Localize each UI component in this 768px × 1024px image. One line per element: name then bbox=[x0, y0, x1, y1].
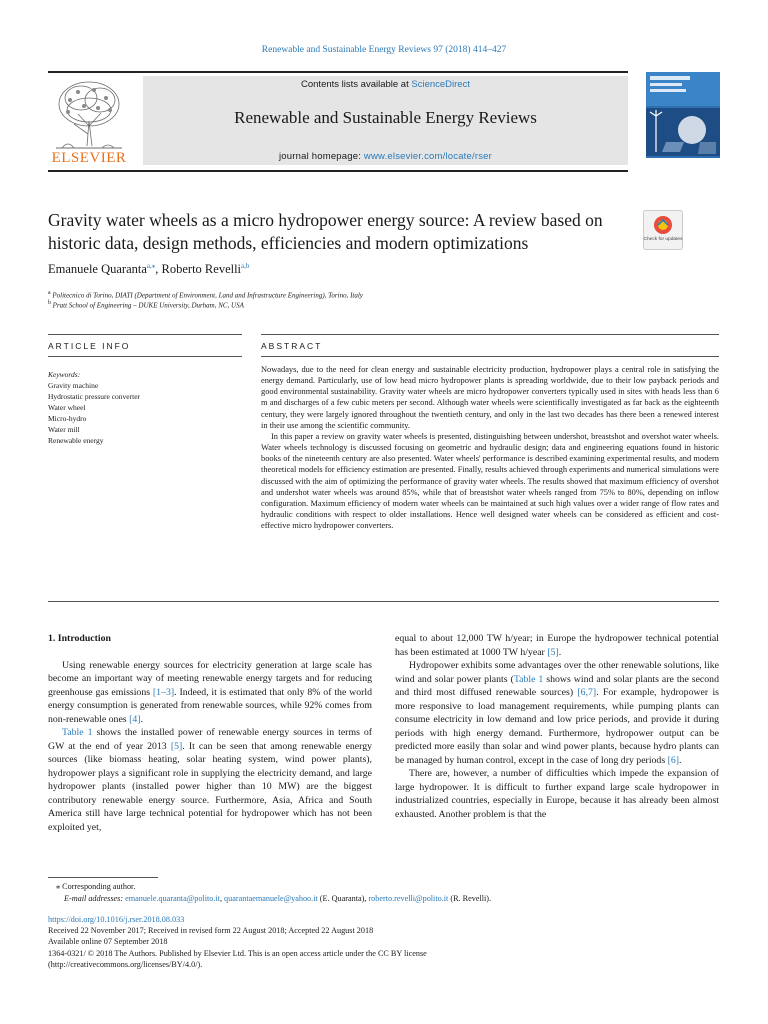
right-column bbox=[395, 632, 719, 821]
journal-cover-image[interactable] bbox=[646, 72, 720, 168]
email-link[interactable]: quarantaemanuele@yahoo.it bbox=[224, 894, 318, 903]
email-link[interactable]: emanuele.quaranta@polito.it bbox=[125, 894, 220, 903]
journal-reference[interactable]: Renewable and Sustainable Energy Reviews 97 (2018) 414–427 bbox=[261, 45, 507, 55]
citation-link[interactable]: [6] bbox=[667, 754, 680, 766]
corresponding-author-note: ⁎ Corresponding author. bbox=[56, 882, 136, 891]
doi-link[interactable]: https://doi.org/10.1016/j.rser.2018.08.033 bbox=[48, 915, 185, 924]
license-url[interactable]: (http://creativecommons.org/licenses/BY/4.0/). bbox=[48, 959, 203, 969]
author-name[interactable]: Emanuele Quaranta bbox=[48, 262, 147, 277]
keyword: Hydrostatic pressure converter bbox=[48, 392, 141, 401]
body-paragraph: equal to about 12,000 TW h/year; in Europe the hydropower technical potential has been estimated at 1000 TW h/year [5]. bbox=[395, 633, 719, 658]
homepage-link[interactable]: www.elsevier.com/locate/rser bbox=[363, 151, 493, 162]
affiliation: $^a$ Politecnico di Torino, DIATI (Department of Environment, Land and Infrastructure Engineering), Torino, Italy bbox=[48, 290, 363, 300]
abstract-paragraph: In this paper a review on gravity water wheels is presented, distinguishing between undershot, breastshot and overshot water wheels. Water wheels technology is discussed focusing on geometric and hydraulic design; data and engineering equations found in historic books of the nineteenth century are also presented. Water wheels' performance is described examining experimental results, and modern theoretical models for efficiency estimation are presented. Finally, results achieved through experiments and numerical simulations were discussed with the aim of optimizing the performance of gravity water wheels. The results showed that maximum efficiency of overshot and undershot water wheels was around 85%, while that of breastshot water wheels ranged from 75% to 80%, depending on inflow configuration. Maximum efficiency of modern water wheels can be maintained at such high values over a wider range of flow rates and hydraulic conditions with respect to older installations. Hence well designed water wheels can be considered as efficient and cost-effective micro hydropower converters. bbox=[261, 431, 719, 531]
email-link[interactable]: roberto.revelli@polito.it bbox=[368, 894, 449, 903]
left-column bbox=[48, 632, 372, 834]
keyword: Water mill bbox=[48, 425, 80, 434]
body-paragraph: Table 1 shows the installed power of renewable energy sources in terms of GW at the end of year 2013 [5]. It can be seen that among renewable energy sources (like biomass heating, solar heating system, wind power plants), hydropower plays a significant role in supplying the electricity demand, and large hydropower plants (installed power higher than 10 MW) are the biggest contributory renewable energy source. Furthermore, Asia, Africa and South America still have large technical potential for hydropower which has not been exploited yet, bbox=[48, 727, 372, 833]
elsevier-wordmark: ELSEVIER bbox=[51, 150, 127, 166]
abstract-paragraph: Nowadays, due to the need for clean energy and sustainable electricity production, hydropower plays a central role in satisfying the energy demand. Particularly, use of low head micro hydropower plants is spreading worldwide, due to their low payback periods and good environmental sustainability. Gravity water wheels are micro hydropower converters typically used in sites with heads less than 6 m and discharges of a few cubic meters per second. Although water wheels were scientifically investigated as far back as the eighteenth century, they were largely ignored throughout the twentieth century, and only in the last two decades has there been a renewed interest in their use among the scientific community. bbox=[261, 365, 719, 430]
abstract-body bbox=[261, 364, 719, 531]
keywords-list bbox=[48, 380, 140, 446]
abstract-top-rule bbox=[261, 334, 719, 335]
email-addresses: E-mail addresses: emanuele.quaranta@polito.it, quarantaemanuele@yahoo.it (E. Quaranta), roberto.revelli@polito.it (R. Revelli). bbox=[64, 894, 492, 903]
author-marks[interactable]: a,b bbox=[241, 262, 250, 270]
check-for-updates-icon[interactable] bbox=[643, 210, 683, 250]
citation-link[interactable]: [5] bbox=[547, 646, 559, 658]
crossmark-label: Check for updates bbox=[643, 237, 683, 242]
author-name[interactable]: Roberto Revelli bbox=[161, 262, 242, 277]
contents-line: Contents lists available at ScienceDirect bbox=[301, 79, 470, 90]
citation-link[interactable]: [6,7] bbox=[577, 687, 597, 698]
abstract-heading: ABSTRACT bbox=[261, 341, 323, 351]
available-online: Available online 07 September 2018 bbox=[48, 937, 168, 947]
author-list: Emanuele Quaranta$^{a,⁎}$, Roberto Revelli$^{a,b}$ bbox=[48, 262, 250, 277]
header-top-rule bbox=[48, 71, 628, 73]
journal-title: Renewable and Sustainable Energy Reviews bbox=[234, 108, 537, 127]
keyword: Renewable energy bbox=[48, 436, 104, 445]
article-title: Gravity water wheels as a micro hydropower energy source: A review based on historic data, design methods, efficiencies and modern optimizations bbox=[48, 210, 603, 253]
article-info-rule bbox=[48, 356, 242, 357]
publication-info bbox=[48, 914, 427, 970]
keyword: Water wheel bbox=[48, 403, 86, 412]
citation-link[interactable]: [4] bbox=[129, 713, 141, 725]
sciencedirect-link[interactable]: ScienceDirect bbox=[411, 79, 470, 90]
received-dates: Received 22 November 2017; Received in revised form 22 August 2018; Accepted 22 August 2018 bbox=[48, 926, 374, 936]
abstract-rule bbox=[261, 356, 719, 357]
table-link[interactable]: Table 1 bbox=[513, 673, 544, 685]
footnote-rule bbox=[48, 877, 158, 878]
author-marks[interactable]: a,⁎ bbox=[146, 262, 156, 270]
header-bottom-rule bbox=[48, 170, 628, 172]
abstract-bottom-rule bbox=[48, 601, 719, 602]
homepage-line: journal homepage: www.elsevier.com/locate/rser bbox=[278, 151, 493, 162]
body-paragraph: There are, however, a number of difficulties which impede the expansion of large hydropower. It is difficult to further expand large scale hydropower in industrialized countries, especially in Europe, because it has already been almost exhausted. Another problem is that the bbox=[395, 768, 719, 820]
keyword: Gravity machine bbox=[48, 381, 99, 390]
section-heading: 1. Introduction bbox=[48, 633, 111, 644]
body-paragraph: Hydropower exhibits some advantages over the other renewable solutions, like wind and solar power plants (Table 1 shows wind and solar plants are the second and third most diffused renewable sources) [6,7]. For example, hydropower is more responsive to load management requirements, while pumping plants can consume electricity in low demand and low price periods, and provide it during periods with high energy demand. Furthermore, hydropower output can be predicted more easily than solar and wind power plants, because hydro plants can be managed by human control, except in the case of long dry periods [6]. bbox=[395, 660, 719, 766]
keyword: Micro-hydro bbox=[48, 414, 87, 423]
table-link[interactable]: Table 1 bbox=[62, 727, 93, 738]
citation-link[interactable]: [1–3] bbox=[152, 686, 175, 698]
citation-link[interactable]: [5] bbox=[170, 740, 183, 752]
article-info-top-rule bbox=[48, 334, 242, 335]
article-info-heading: ARTICLE INFO bbox=[48, 341, 131, 351]
license-line: 1364-0321/ © 2018 The Authors. Published by Elsevier Ltd. This is an open access article under the CC BY license bbox=[48, 948, 427, 958]
keywords-label: Keywords: bbox=[48, 370, 81, 379]
body-paragraph: Using renewable energy sources for electricity generation at large scale has become an important way of meeting renewable energy targets and for reducing greenhouse gas emissions [1–3]. Indeed, it is estimated that only 8% of the world energy consumption is generated from renewable sources, while 92% comes from non-renewable ones [4]. bbox=[48, 659, 373, 725]
affiliation: $^b$ Pratt School of Engineering – DUKE University, Durham, NC, USA bbox=[48, 300, 244, 310]
